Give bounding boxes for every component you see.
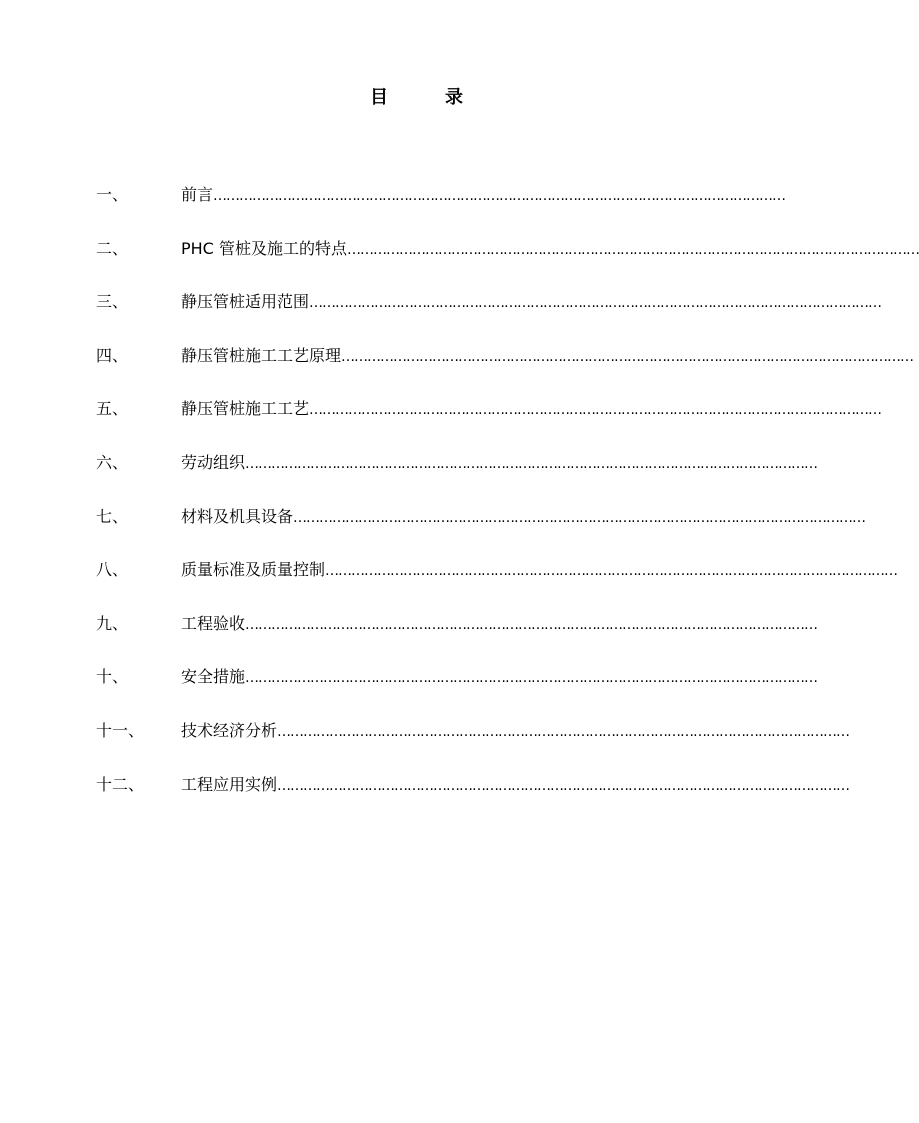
title-char-1: 目 [370,87,388,108]
toc-row-5[interactable] [96,398,882,452]
toc-number: 三、 [96,292,129,312]
toc-row-3[interactable] [96,291,882,345]
toc-row-11[interactable] [96,720,850,774]
toc-label: 材料及机具设备 [181,506,294,526]
toc-leader-dots: …………………………………………………………………………………………………………………… [325,563,898,580]
toc-label: 静压管桩适用范围 [181,292,310,312]
toc-label: 工程应用实例 [181,774,278,794]
toc-row-2[interactable] [96,238,919,292]
toc-number: 二、 [96,238,129,258]
toc-row-8[interactable] [96,559,898,613]
toc-leader-dots: …………………………………………………………………………………………………………………… [293,509,866,526]
toc-number: 十、 [96,667,129,687]
page-title [0,86,794,110]
toc-number: 九、 [96,613,129,633]
toc-leader-dots: …………………………………………………………………………………………………………………… [341,348,914,365]
toc-number: 十一、 [96,720,145,740]
toc-leader-dots: …………………………………………………………………………………………………………………… [309,402,882,419]
toc-label: 静压管桩施工工艺 [181,399,310,419]
toc-row-1[interactable] [96,184,786,238]
toc-number: 四、 [96,345,129,365]
toc-row-10[interactable] [96,666,818,720]
toc-number: 六、 [96,452,129,472]
toc-label: 前言 [181,185,214,204]
toc-number: 八、 [96,560,129,580]
toc-label: PHC 管桩及施工的特点 [181,238,347,258]
toc-row-9[interactable] [96,613,818,667]
toc-label: 安全措施 [181,667,246,687]
toc-number: 一、 [96,185,129,204]
title-char-2: 录 [445,87,463,108]
toc-leader-dots: …………………………………………………………………………………………………………………… [245,670,818,687]
toc-row-12[interactable] [96,774,850,828]
toc-number: 五、 [96,399,129,419]
toc-label: 工程验收 [181,613,246,633]
table-of-contents [96,184,919,827]
toc-row-7[interactable] [96,506,866,560]
toc-label: 质量标准及质量控制 [181,560,326,580]
toc-leader-dots: …………………………………………………………………………………………………………………… [245,616,818,633]
toc-leader-dots: …………………………………………………………………………………………………………………… [213,188,786,204]
toc-label: 劳动组织 [181,452,246,472]
toc-leader-dots: …………………………………………………………………………………………………………………… [245,455,818,472]
toc-leader-dots: …………………………………………………………………………………………………………………… [346,241,919,258]
toc-leader-dots: …………………………………………………………………………………………………………………… [277,777,850,794]
toc-leader-dots: …………………………………………………………………………………………………………………… [277,723,850,740]
toc-label: 技术经济分析 [181,720,278,740]
toc-leader-dots: …………………………………………………………………………………………………………………… [309,295,882,312]
toc-row-6[interactable] [96,452,818,506]
toc-row-4[interactable] [96,345,914,399]
toc-label: 静压管桩施工工艺原理 [181,345,342,365]
toc-number: 七、 [96,506,129,526]
toc-number: 十二、 [96,774,145,794]
